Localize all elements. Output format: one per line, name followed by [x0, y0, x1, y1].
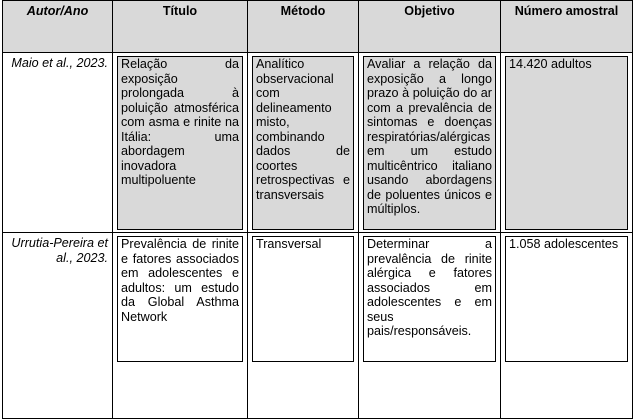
cell-author-year: Maio et al., 2023.	[3, 53, 113, 233]
cell-method-wrapper	[248, 53, 359, 233]
cell-sample-wrapper	[501, 53, 633, 233]
cell-method: Transversal	[252, 236, 354, 362]
cell-method-wrapper	[248, 233, 359, 419]
cell-title-wrapper	[113, 53, 248, 233]
cell-title: Prevalência de rinite e fatores associados em adolescentes e adultos: um estudo da Global Asthma Network	[117, 236, 243, 362]
cell-sample-size: 14.420 adultos	[505, 56, 628, 230]
cell-author-year: Urrutia-Pereira et al., 2023.	[3, 233, 113, 419]
cell-title-wrapper	[113, 233, 248, 419]
header-method: Método	[248, 1, 359, 53]
cell-objective-wrapper	[359, 53, 501, 233]
table-row	[3, 233, 633, 419]
header-title: Título	[113, 1, 248, 53]
cell-method: Analítico observacional com delineamento misto, combinando dados de coortes retrospectivas e transversais	[252, 56, 354, 230]
cell-objective: Determinar a prevalência de rinite alérgica e fatores associados em adolescentes e em seus pais/responsáveis.	[363, 236, 496, 362]
cell-objective: Avaliar a relação da exposição a longo prazo à poluição do ar com a prevalência de sintomas e doenças respiratórias/alérgicas em um estudo multicêntrico italiano usando abordagens de poluentes únicos e múltiplos.	[363, 56, 496, 230]
header-author-year: Autor/Ano	[3, 1, 113, 53]
header-sample-size: Número amostral	[501, 1, 633, 53]
table-row	[3, 53, 633, 233]
table-header-row	[3, 1, 633, 53]
cell-objective-wrapper	[359, 233, 501, 419]
cell-sample-size: 1.058 adolescentes	[505, 236, 628, 362]
cell-sample-wrapper	[501, 233, 633, 419]
header-objective: Objetivo	[359, 1, 501, 53]
literature-review-table	[2, 0, 633, 419]
cell-title: Relação da exposição prolongada à poluição atmosférica com asma e rinite na Itália: uma abordagem inovadora multipoluente	[117, 56, 243, 230]
